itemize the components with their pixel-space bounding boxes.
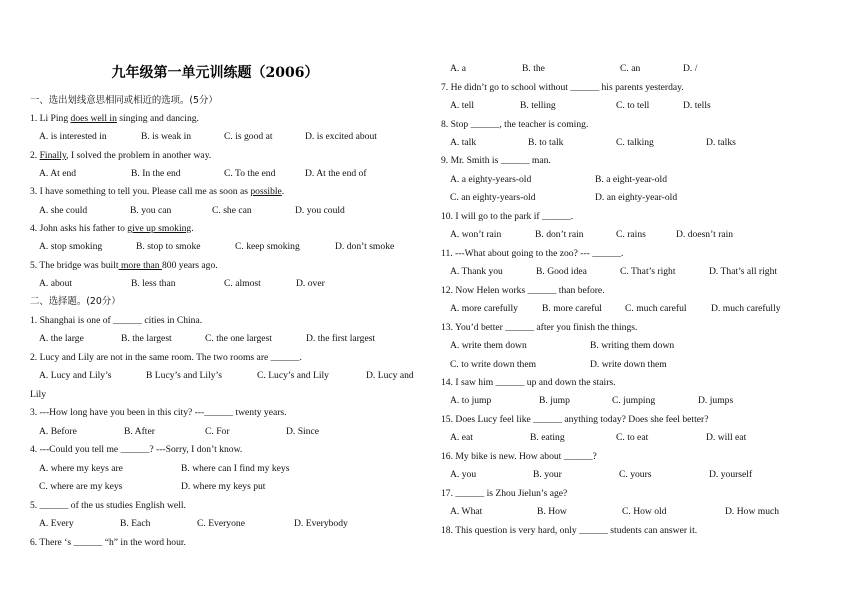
mc-question-18: 18. This question is very hard, only ______ students can answer it. bbox=[441, 525, 698, 536]
option[interactable]: B. jump bbox=[539, 395, 570, 406]
option[interactable]: B. a eight-year-old bbox=[595, 174, 667, 185]
option[interactable]: B. Each bbox=[120, 518, 151, 529]
mc-question-8: 8. Stop ______, the teacher is coming. bbox=[441, 119, 589, 130]
option[interactable]: D. That’s all right bbox=[709, 266, 778, 277]
option[interactable]: C. keep smoking bbox=[235, 241, 300, 252]
option[interactable]: C. much careful bbox=[625, 303, 687, 314]
section-2-heading: 二、选择题。(20分） bbox=[30, 296, 121, 307]
option[interactable]: A. Thank you bbox=[450, 266, 503, 277]
option[interactable]: D. At the end of bbox=[305, 168, 367, 179]
mc-question-12: 12. Now Helen works ______ than before. bbox=[441, 285, 605, 296]
option[interactable]: A. won’t rain bbox=[450, 229, 502, 240]
option[interactable]: D. will eat bbox=[706, 432, 747, 443]
option[interactable]: C. How old bbox=[622, 506, 667, 517]
option[interactable]: A. more carefully bbox=[450, 303, 518, 314]
option[interactable]: D. How much bbox=[725, 506, 780, 517]
option[interactable]: C. the one largest bbox=[205, 333, 272, 344]
option[interactable]: A. is interested in bbox=[39, 131, 107, 142]
option[interactable]: A. a eighty-years-old bbox=[450, 174, 532, 185]
option[interactable]: C. For bbox=[205, 426, 230, 437]
option[interactable]: C. she can bbox=[212, 205, 252, 216]
option[interactable]: B. eating bbox=[530, 432, 565, 443]
option[interactable]: A. you bbox=[450, 469, 477, 480]
option[interactable]: B. you can bbox=[130, 205, 172, 216]
option[interactable]: C. where are my keys bbox=[39, 481, 123, 492]
mc-question-7: 7. He didn’t go to school without ______ his parents yesterday. bbox=[441, 82, 684, 93]
mc-question-17: 17. ______ is Zhou Jielun’s age? bbox=[441, 488, 568, 499]
option[interactable]: A. talk bbox=[450, 137, 477, 148]
mc-question-15: 15. Does Lucy feel like ______ anything today? Does she feel better? bbox=[441, 414, 709, 425]
option[interactable]: A. Before bbox=[39, 426, 77, 437]
option[interactable]: D. Since bbox=[286, 426, 320, 437]
option[interactable]: D. jumps bbox=[698, 395, 734, 406]
mc-question-10: 10. I will go to the park if ______. bbox=[441, 211, 574, 222]
option[interactable]: B. Good idea bbox=[536, 266, 587, 277]
mc-question-2-option-wrap: Lily bbox=[30, 389, 46, 400]
option[interactable]: B. writing them down bbox=[590, 340, 675, 351]
option[interactable]: B. where can I find my keys bbox=[181, 463, 290, 474]
option[interactable]: C. is good at bbox=[224, 131, 273, 142]
option[interactable]: C. to tell bbox=[616, 100, 650, 111]
option[interactable]: B. more careful bbox=[542, 303, 602, 314]
option[interactable]: C. Everyone bbox=[197, 518, 245, 529]
question-5: 5. The bridge was built more than 800 years ago. bbox=[30, 260, 218, 271]
option[interactable]: A. tell bbox=[450, 100, 474, 111]
option[interactable]: C. That’s right bbox=[620, 266, 676, 277]
option[interactable]: C. an eighty-years-old bbox=[450, 192, 536, 203]
option[interactable]: A. to jump bbox=[450, 395, 492, 406]
option[interactable]: B. stop to smoke bbox=[136, 241, 201, 252]
mc-question-1: 1. Shanghai is one of ______ cities in China. bbox=[30, 315, 203, 326]
option[interactable]: A. a bbox=[450, 63, 466, 74]
option[interactable]: D. yourself bbox=[709, 469, 753, 480]
question-3: 3. I have something to tell you. Please call me as soon as possible. bbox=[30, 186, 285, 197]
option[interactable]: C. rains bbox=[616, 229, 646, 240]
option[interactable]: B. to talk bbox=[528, 137, 564, 148]
option[interactable]: D. is excited about bbox=[305, 131, 377, 142]
option[interactable]: C. yours bbox=[619, 469, 652, 480]
option[interactable]: D. much carefully bbox=[711, 303, 781, 314]
option[interactable]: D. don’t smoke bbox=[335, 241, 395, 252]
option[interactable]: C. To the end bbox=[224, 168, 276, 179]
option[interactable]: A. stop smoking bbox=[39, 241, 103, 252]
mc-question-13: 13. You’d better ______ after you finish the things. bbox=[441, 322, 638, 333]
section-1-heading: 一、选出划线意思相同或相近的选项。(5分） bbox=[30, 95, 218, 106]
option[interactable]: D. the first largest bbox=[306, 333, 376, 344]
option[interactable]: A. Lucy and Lily’s bbox=[39, 370, 112, 381]
question-4: 4. John asks his father to give up smoking. bbox=[30, 223, 194, 234]
option[interactable]: C. to eat bbox=[616, 432, 649, 443]
option[interactable]: B Lucy’s and Lily’s bbox=[146, 370, 222, 381]
option[interactable]: D. Everybody bbox=[294, 518, 348, 529]
option[interactable]: D. talks bbox=[706, 137, 736, 148]
option[interactable]: D. Lucy and bbox=[366, 370, 414, 381]
mc-question-5: 5. ______ of the us studies English well. bbox=[30, 500, 186, 511]
option[interactable]: B. After bbox=[124, 426, 155, 437]
option[interactable]: B. your bbox=[533, 469, 562, 480]
option[interactable]: A. eat bbox=[450, 432, 473, 443]
option[interactable]: B. the largest bbox=[121, 333, 172, 344]
mc-question-2: 2. Lucy and Lily are not in the same room. The two rooms are ______. bbox=[30, 352, 302, 363]
option[interactable]: C. to write down them bbox=[450, 359, 537, 370]
option[interactable]: C. almost bbox=[224, 278, 261, 289]
option[interactable]: C. jumping bbox=[612, 395, 656, 406]
option[interactable]: B. less than bbox=[131, 278, 176, 289]
option[interactable]: B. is weak in bbox=[141, 131, 192, 142]
mc-question-4: 4. ---Could you tell me ______? ---Sorry, I don’t know. bbox=[30, 444, 243, 455]
option[interactable]: C. Lucy’s and Lily bbox=[257, 370, 329, 381]
option[interactable]: A. where my keys are bbox=[39, 463, 123, 474]
option[interactable]: D. write down them bbox=[590, 359, 667, 370]
option[interactable]: A. Every bbox=[39, 518, 74, 529]
option[interactable]: C. talking bbox=[616, 137, 654, 148]
option[interactable]: B. telling bbox=[520, 100, 556, 111]
option[interactable]: A. she could bbox=[39, 205, 88, 216]
option[interactable]: A. At end bbox=[39, 168, 77, 179]
mc-question-3: 3. ---How long have you been in this city? ---______ twenty years. bbox=[30, 407, 287, 418]
option[interactable]: B. How bbox=[537, 506, 567, 517]
option[interactable]: A. the large bbox=[39, 333, 84, 344]
option[interactable]: D. an eighty-year-old bbox=[595, 192, 678, 203]
option[interactable]: A. write them down bbox=[450, 340, 527, 351]
option[interactable]: D. where my keys put bbox=[181, 481, 266, 492]
option[interactable]: B. In the end bbox=[131, 168, 181, 179]
option[interactable]: A. about bbox=[39, 278, 73, 289]
mc-question-6: 6. There ‘s ______ “h” in the word hour. bbox=[30, 537, 186, 548]
question-2: 2. Finally, I solved the problem in another way. bbox=[30, 150, 212, 161]
mc-question-11: 11. ---What about going to the zoo? --- ______. bbox=[441, 248, 624, 259]
option[interactable]: D. tells bbox=[683, 100, 711, 111]
mc-question-16: 16. My bike is new. How about ______? bbox=[441, 451, 597, 462]
option[interactable]: D. doesn’t rain bbox=[676, 229, 734, 240]
option[interactable]: B. don’t rain bbox=[535, 229, 584, 240]
mc-question-14: 14. I saw him ______ up and down the stairs. bbox=[441, 377, 616, 388]
question-1: 1. Li Ping does well in singing and dancing. bbox=[30, 113, 199, 124]
mc-question-9: 9. Mr. Smith is ______ man. bbox=[441, 155, 551, 166]
page-title: 九年级第一单元训练题（2006） bbox=[111, 65, 319, 81]
option[interactable]: B. the bbox=[522, 63, 545, 74]
option[interactable]: C. an bbox=[620, 63, 641, 74]
option[interactable]: A. What bbox=[450, 506, 483, 517]
option[interactable]: D. / bbox=[683, 63, 698, 74]
option[interactable]: D. you could bbox=[295, 205, 345, 216]
option[interactable]: D. over bbox=[296, 278, 325, 289]
